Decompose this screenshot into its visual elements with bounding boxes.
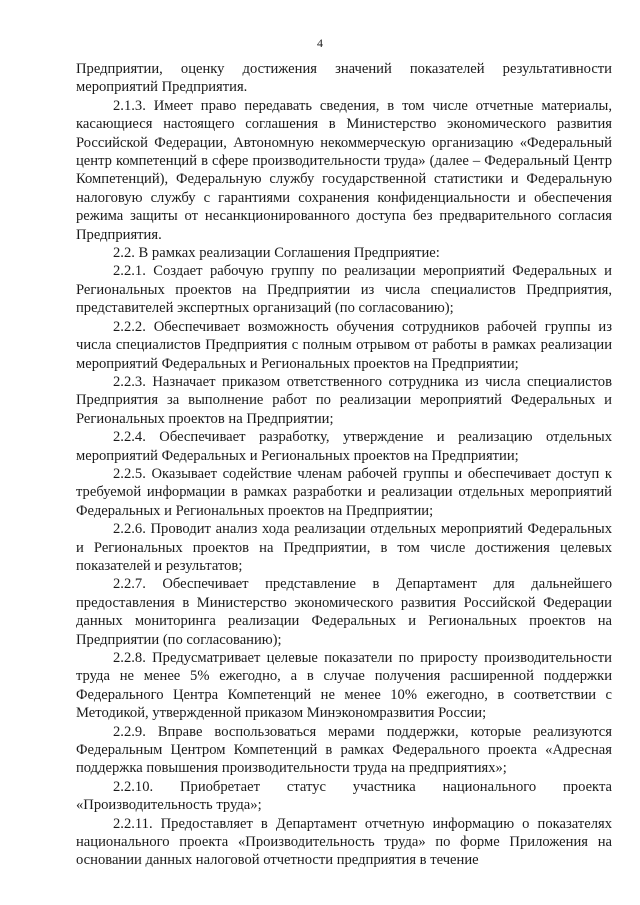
clause-2-2-5: 2.2.5. Оказывает содействие членам рабочей группы и обеспечивает доступ к требуемой информации в рамках разработки и реализации отдельных мероприятий Федеральных и Региональных проектов на Предприятии; xyxy=(76,465,612,519)
clause-2-2-6: 2.2.6. Проводит анализ хода реализации отдельных мероприятий Федеральных и Региональных проектов на Предприятии, в том числе достижения целевых показателей и результатов; xyxy=(76,521,612,574)
clause-2-2-7: 2.2.7. Обеспечивает представление в Департамент для дальнейшего предоставления в Министерство экономического развития Российской Федерации данных мониторинга реализации Федеральных и Региональных проектов на Предприятии (по согласованию); xyxy=(76,576,612,648)
clause-2-2-4: 2.2.4. Обеспечивает разработку, утверждение и реализацию отдельных мероприятий Федеральных и Региональных проектов на Предприятии; xyxy=(76,429,612,464)
page-number: 4 xyxy=(317,36,323,50)
clause-2-2-1: 2.2.1. Создает рабочую группу по реализации мероприятий Федеральных и Региональных проектов на Предприятии из числа специалистов Предприятия, представителей экспертных организаций (по согласованию); xyxy=(76,263,612,317)
clause-2-2-9: 2.2.9. Вправе воспользоваться мерами поддержки, которые реализуются Федеральным Центром Компетенций в рамках Федерального проекта «Адресная поддержка повышения производительности труда на предприятиях»; xyxy=(76,723,612,777)
clause-2-2-8: 2.2.8. Предусматривает целевые показатели по приросту производительности труда не менее 5% ежегодно, а в случае получения расширенной поддержки Федерального Центра Компетенций не менее 10% ежегодно, в соответствии с Методикой, утвержденной приказом Минэкономразвития России; xyxy=(76,650,612,722)
clause-2-2-3: 2.2.3. Назначает приказом ответственного сотрудника из числа специалистов Предприятия за выполнение работ по реализации мероприятий Федеральных и Региональных проектов на Предприятии; xyxy=(76,373,612,427)
clause-2-2-2: 2.2.2. Обеспечивает возможность обучения сотрудников рабочей группы из числа специалистов Предприятия с полным отрывом от работы в рамках реализации мероприятий Федеральных и Региональных проектов на Предприятии; xyxy=(76,318,612,372)
document-body xyxy=(76,60,612,870)
clause-2-1-3: 2.1.3. Имеет право передавать сведения, в том числе отчетные материалы, касающиеся настоящего соглашения в Министерство экономического развития Российской Федерации, Автономную некоммерческую организацию «Федеральный центр компетенций в сфере производительности труда» (далее – Федеральный Центр Компетенций), Федеральную службу государственной статистики и Федеральную налоговую службу с гарантиями сохранения конфиденциальности и обеспечения режима защиты от несанкционированного доступа без предварительного согласия Предприятия. xyxy=(76,97,612,243)
clause-2-2: 2.2. В рамках реализации Соглашения Предприятие: xyxy=(113,245,440,262)
clause-2-2-10: 2.2.10. Приобретает статус участника национального проекта «Производительность труда»; xyxy=(76,778,612,814)
paragraph-continuation: Предприятии, оценку достижения значений показателей результативности мероприятий Предприятия. xyxy=(76,61,612,96)
clause-2-2-11: 2.2.11. Предоставляет в Департамент отчетную информацию о показателях национального проекта «Производительность труда» по форме Приложения на основании данных налоговой отчетности предприятия в течение xyxy=(76,815,612,869)
